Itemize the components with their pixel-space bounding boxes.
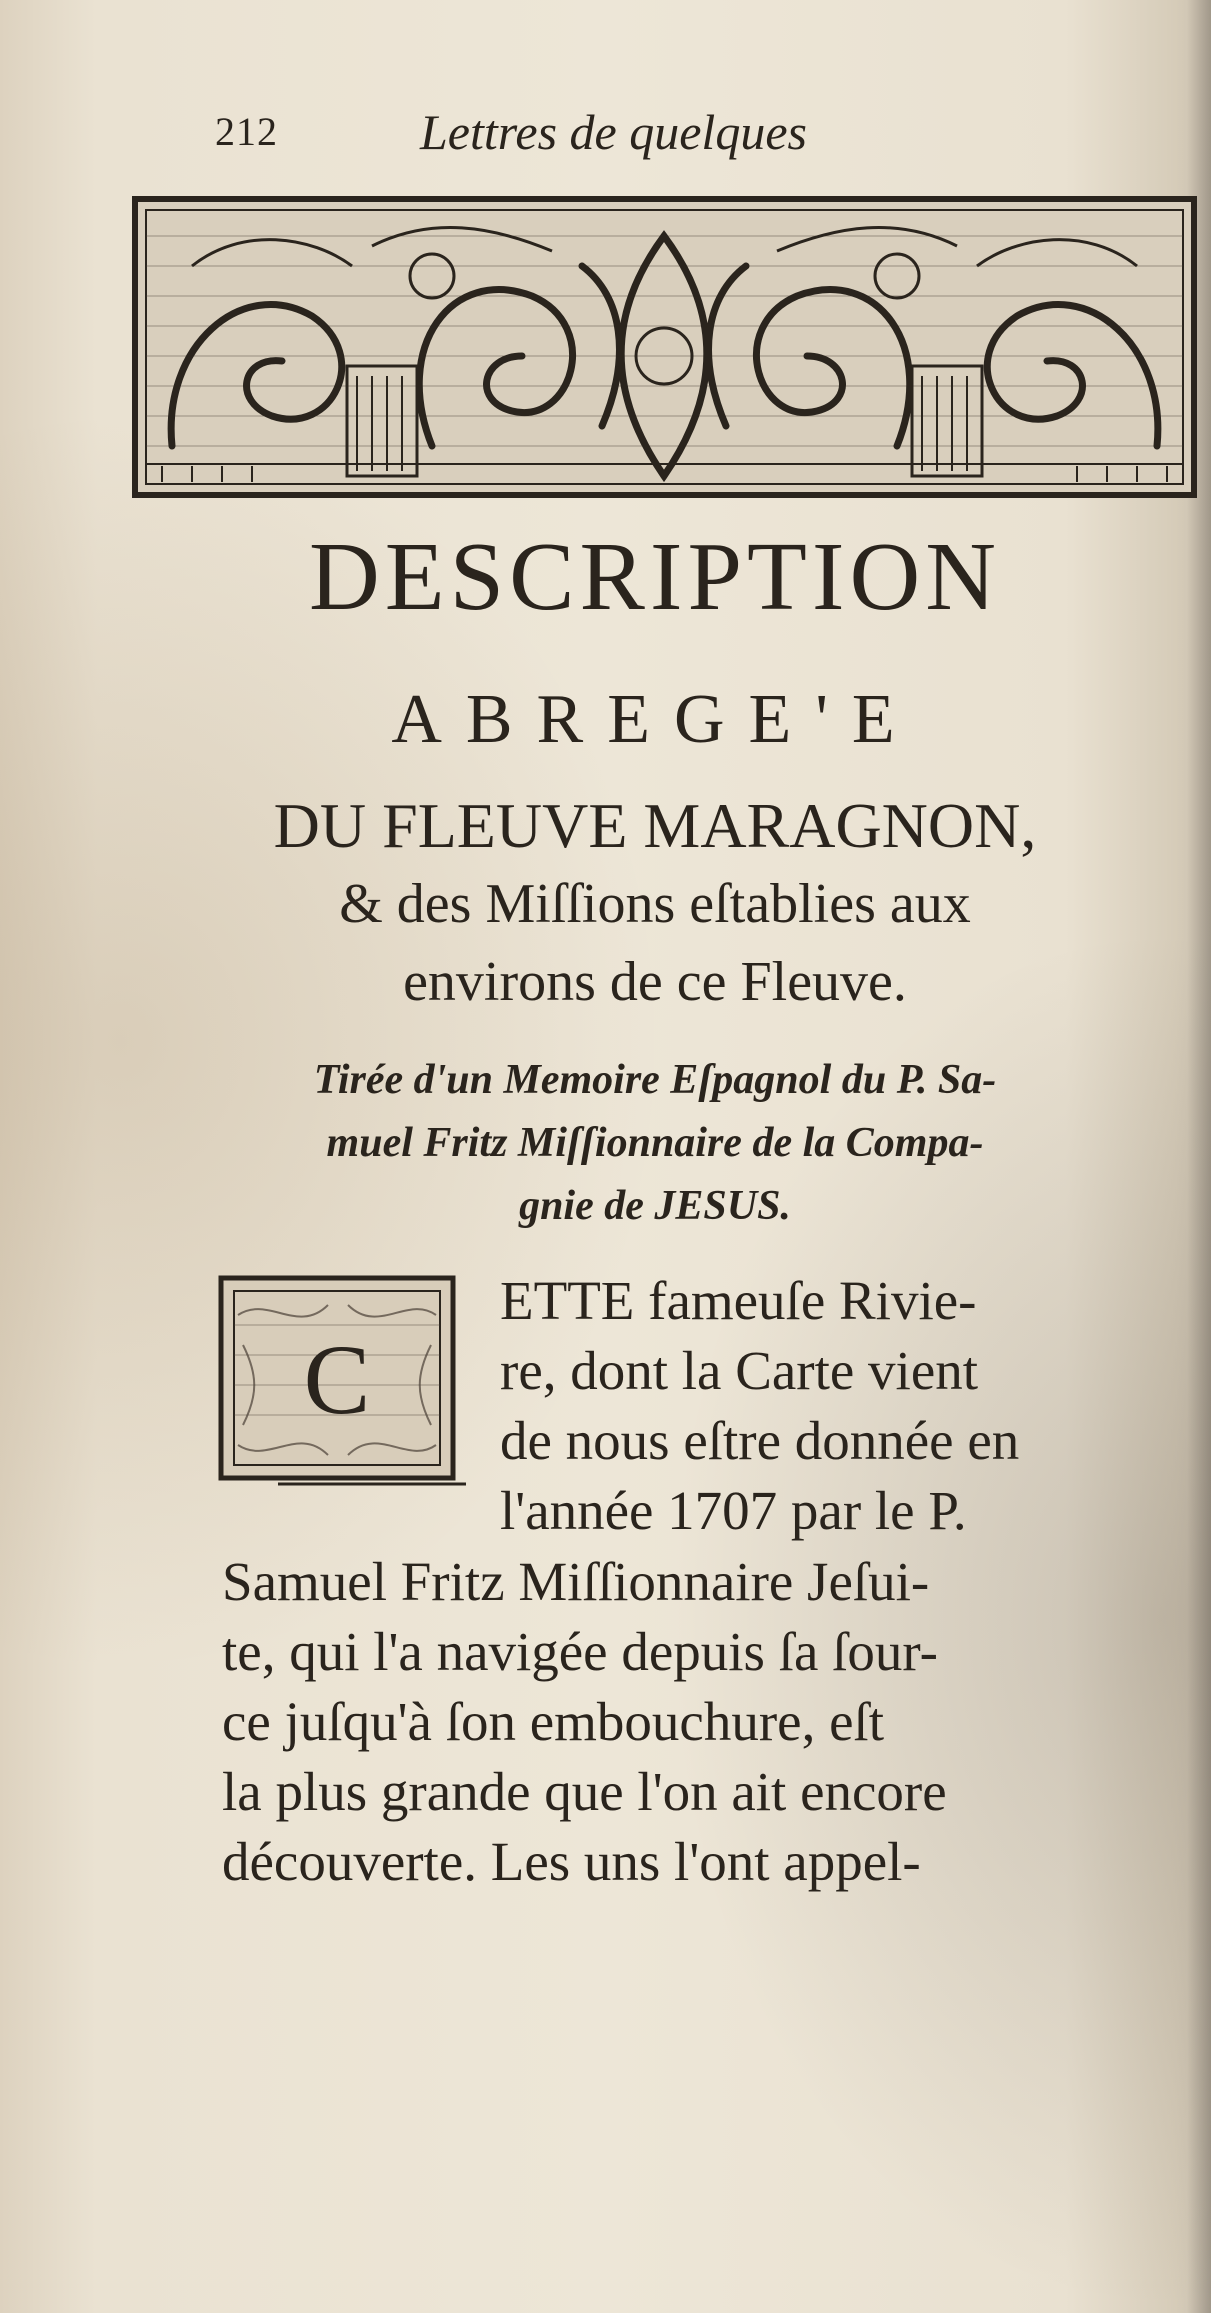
body-text-line: re, dont la Carte vient	[500, 1340, 979, 1401]
title-line: & des Miſſions eſtablies aux	[339, 873, 971, 935]
source-line: Tirée d'un Memoire Eſpagnol du P. Sa-	[313, 1057, 997, 1103]
drop-cap-letter: C	[303, 1324, 371, 1435]
title-line: DU FLEUVE MARAGNON,	[273, 790, 1037, 861]
running-head	[215, 102, 975, 162]
headpiece-ornament	[132, 196, 1197, 498]
title-sub: ABREGE'E	[391, 681, 919, 758]
body-text-line: te, qui l'a navigée depuis ſa ſour-	[222, 1621, 938, 1682]
body-text-line: la plus grande que l'on ait encore	[222, 1761, 947, 1822]
page-number: 212	[215, 109, 278, 154]
running-title: Lettres de quelques	[420, 104, 807, 160]
source-line: muel Fritz Miſſionnaire de la Compa-	[326, 1120, 984, 1166]
body-text-line: l'année 1707 par le P.	[500, 1480, 967, 1541]
title-line: environs de ce Fleuve.	[403, 951, 907, 1013]
body-text-line: découverte. Les uns l'ont appel-	[222, 1831, 921, 1892]
body-text-line: ETTE fameuſe Rivie-	[500, 1270, 977, 1331]
body-text-line: ce juſqu'à ſon embouchure, eſt	[222, 1691, 885, 1752]
body-text-line: de nous eſtre donnée en	[500, 1410, 1020, 1471]
body-text-line: Samuel Fritz Miſſionnaire Jeſui-	[222, 1551, 930, 1612]
title-main: DESCRIPTION	[308, 523, 1002, 631]
drop-cap-ornament	[218, 1275, 468, 1488]
source-line: gnie de JESUS.	[519, 1183, 791, 1229]
